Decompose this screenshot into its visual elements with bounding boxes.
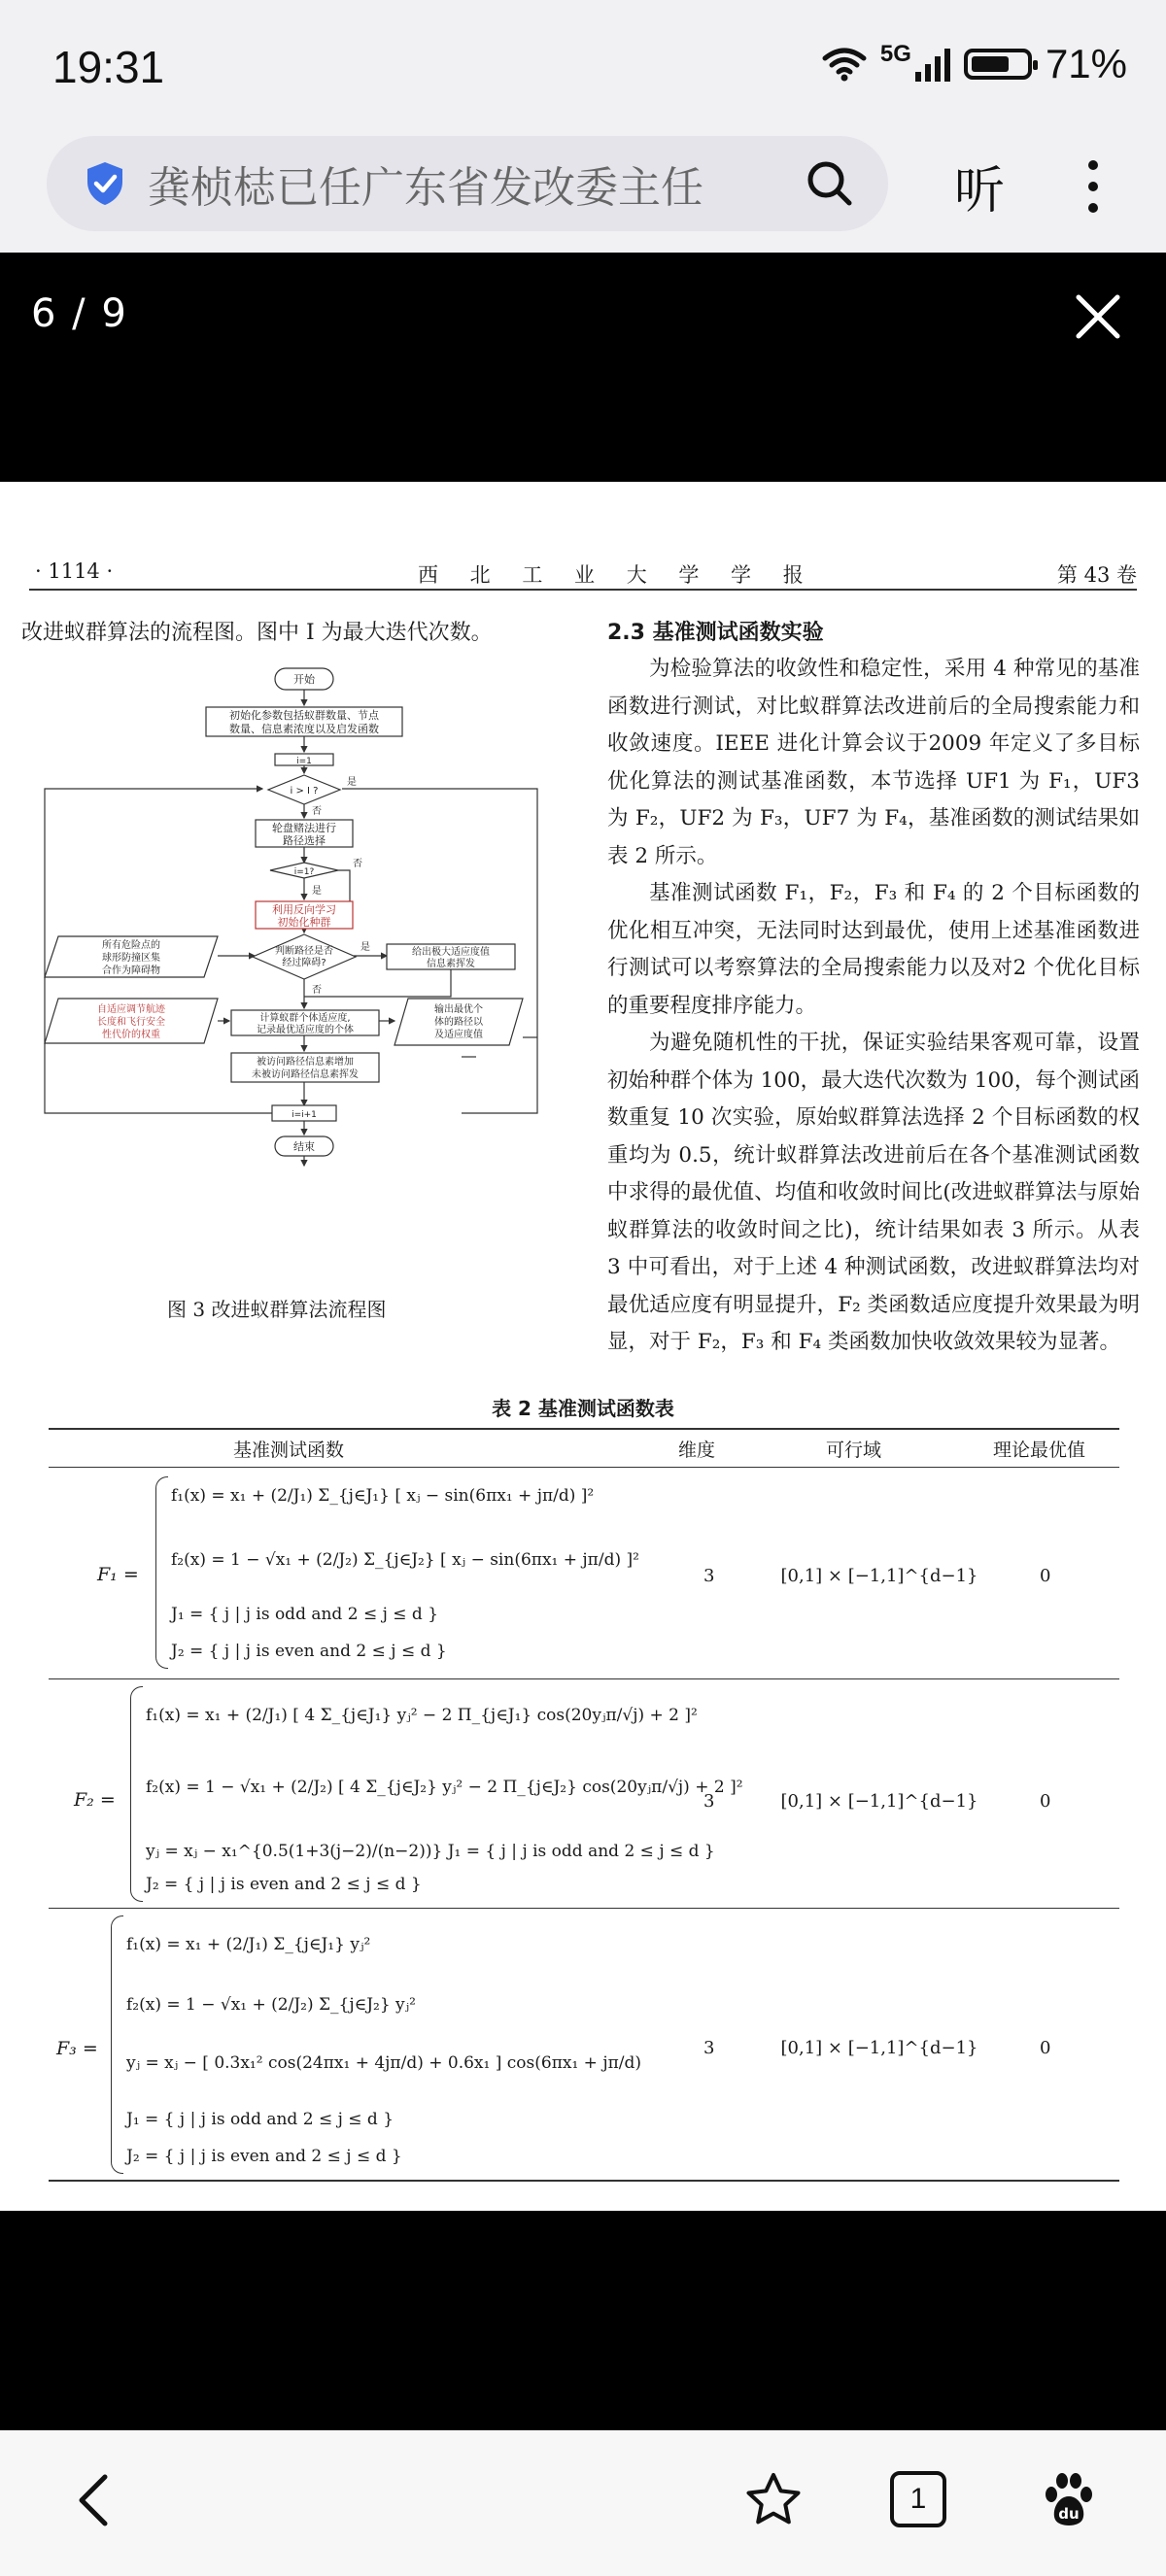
formula-line: f₁(x) = x₁ + (2/J₁) Σ_{j∈J₁} [ xⱼ − sin(6πx₁ + jπ/d) ]² xyxy=(171,1486,595,1506)
flowchart-compute-label: 计算蚁群个体适应度, xyxy=(259,1013,351,1024)
formula-line: yⱼ = xⱼ − [ 0.3x₁² cos(24πx₁ + 4jπ/d) + 0.6x₁ ] cos(6πx₁ + jπ/d) xyxy=(126,2053,642,2073)
cell-optimum: 0 xyxy=(1040,1791,1051,1812)
page-number: · 1114 · xyxy=(35,559,114,583)
row-brace xyxy=(111,1915,123,2174)
flowchart-no-label: 否 xyxy=(312,985,322,996)
paragraph: 为避免随机性的干扰，保证实验结果客观可靠，设置初始种群个体为 100，最大迭代次数为 100，每个测试函数重复 10 次实验，原始蚁群算法选择 2 个目标函数的权重均为 0.5，统计蚁群算法改进前后在各个基准测试函数中求得的最优值、均值和收敛时间比(改进蚁群算法与原始蚁群算法的收敛时间之比)，统计结果如表 3 所示。从表 3 中可看出，对于上述 4 种测试函数，改进蚁群算法均对最优适应度有明显提升，F₂ 类函数适应度提升效果最为明显，对于 F₂，F₃ 和 F₄ 类函数加快收敛效果较为显著。 xyxy=(607,1031,1140,1354)
formula-line: yⱼ = xⱼ − x₁^{0.5(1+3(j−2)/(n−2))} J₁ = { j | j is odd and 2 ≤ j ≤ d } xyxy=(146,1842,715,1861)
flowchart-cond-i-label: i=1? xyxy=(293,867,315,877)
table-caption: 表 2 基准测试函数表 xyxy=(492,1397,674,1420)
table-header-domain: 可行域 xyxy=(826,1440,882,1461)
flowchart-output-label: 体的路径以 xyxy=(434,1017,483,1028)
status-bar xyxy=(0,0,1166,136)
flowchart-start-label: 开始 xyxy=(293,673,315,686)
flowchart-high-fitness-label: 信息素挥发 xyxy=(427,959,475,969)
journal-name: 西 北 工 业 大 学 学 报 xyxy=(418,563,816,587)
flowchart-increment-label: i=i+1 xyxy=(292,1110,317,1120)
paw-app-icon[interactable] xyxy=(1038,2469,1100,2531)
table-header-rule xyxy=(49,1467,1119,1468)
status-time: 19:31 xyxy=(52,42,165,92)
formula-line: f₂(x) = 1 − √x₁ + (2/J₂) [ 4 Σ_{j∈J₂} yⱼ² − 2 Π_{j∈J₂} cos(20yⱼπ/√j) + 2 ]² xyxy=(146,1778,743,1797)
more-options-icon[interactable] xyxy=(1086,157,1100,216)
paragraph: 为检验算法的收敛性和稳定性，采用 4 种常见的基准函数进行测试，对比蚁群算法改进前后的全局搜索能力和收敛速度。IEEE 进化计算会议于2009 年定义了多目标优化算法的测试基准函数，本节选择 UF1 为 F₁，UF3 为 F₂，UF2 为 F₃，UF7 为 F₄，基准函数的测试结果如表 2 所示。 xyxy=(607,657,1140,868)
image-viewer-footer xyxy=(0,2211,1166,2430)
flowchart-no-label: 否 xyxy=(353,859,362,869)
close-icon[interactable] xyxy=(1073,291,1123,342)
image-viewer-header xyxy=(0,253,1166,482)
row-label-f3: F₃ = xyxy=(56,2038,98,2059)
header-rule xyxy=(29,589,1137,591)
formula-line: f₂(x) = 1 − √x₁ + (2/J₂) Σ_{j∈J₂} yⱼ² xyxy=(126,1995,416,2015)
cell-dimension: 3 xyxy=(703,1791,715,1812)
cell-optimum: 0 xyxy=(1040,2038,1051,2058)
row-label-f2: F₂ = xyxy=(74,1789,116,1811)
flowchart-roulette-label: 轮盘赌法进行 xyxy=(272,822,336,834)
formula-line: J₁ = { j | j is odd and 2 ≤ j ≤ d } xyxy=(126,2110,394,2129)
section-heading: 2.3 基准测试函数实验 xyxy=(607,621,824,645)
row-label-f1: F₁ = xyxy=(97,1564,139,1585)
table-top-rule xyxy=(49,1428,1119,1430)
table-header-function: 基准测试函数 xyxy=(233,1440,345,1461)
search-box[interactable] xyxy=(47,136,888,231)
formula-line: f₂(x) = 1 − √x₁ + (2/J₂) Σ_{j∈J₂} [ xⱼ − sin(6πx₁ + jπ/d) ]² xyxy=(171,1550,639,1570)
search-bar-row xyxy=(0,136,1166,253)
flowchart-output-label: 及适应度值 xyxy=(434,1030,483,1040)
flowchart-adaptive-label: 长度和飞行安全 xyxy=(97,1017,165,1028)
cell-optimum: 0 xyxy=(1040,1566,1051,1586)
flowchart-condition-obstacle xyxy=(253,934,356,979)
figure-caption: 图 3 改进蚁群算法流程图 xyxy=(167,1298,387,1321)
status-icons xyxy=(822,41,1127,87)
cell-domain: [0,1] × [−1,1]^{d−1} xyxy=(780,1791,978,1812)
flowchart-figure xyxy=(29,657,554,1259)
row-brace xyxy=(155,1476,168,1669)
cell-dimension: 3 xyxy=(703,2038,715,2058)
flowchart-output-label: 输出最优个 xyxy=(434,1004,483,1015)
row-rule xyxy=(49,1908,1119,1909)
flowchart-cond-max-label: i > I ? xyxy=(290,786,319,797)
table-header-optimum: 理论最优值 xyxy=(993,1440,1086,1461)
flowchart-compute-label: 记录最优适应度的个体 xyxy=(257,1025,354,1035)
body-text xyxy=(607,651,1140,1362)
svg-text:du: du xyxy=(1058,2505,1080,2523)
search-icon[interactable] xyxy=(805,158,855,209)
battery-icon xyxy=(964,49,1032,80)
bottom-navigation-bar xyxy=(0,2430,1166,2576)
flowchart-yes-label: 是 xyxy=(347,777,357,788)
row-brace xyxy=(130,1686,143,1902)
paragraph: 基准测试函数 F₁，F₂，F₃ 和 F₄ 的 2 个目标函数的优化相互冲突，无法同时达到最优，使用上述基准函数进行测试可以考察算法的全局搜索能力以及对2 个优化目标的重要程度排序能力。 xyxy=(607,881,1140,1018)
document-page-image[interactable] xyxy=(0,482,1166,2211)
flowchart-no-label: 否 xyxy=(312,806,322,817)
network-type: 5G xyxy=(879,41,911,67)
formula-line: J₂ = { j | j is even and 2 ≤ j ≤ d } xyxy=(126,2147,402,2166)
formula-line: f₁(x) = x₁ + (2/J₁) Σ_{j∈J₁} yⱼ² xyxy=(126,1935,371,1954)
formula-line: J₂ = { j | j is even and 2 ≤ j ≤ d } xyxy=(171,1642,447,1661)
formula-line: J₂ = { j | j is even and 2 ≤ j ≤ d } xyxy=(146,1875,422,1894)
signal-icon xyxy=(915,47,950,82)
flowchart-adaptive-label: 性代价的权重 xyxy=(102,1030,160,1040)
flowchart-pheromone-label: 未被访问路径信息素挥发 xyxy=(252,1069,359,1080)
image-page-indicator: 6 / 9 xyxy=(31,291,128,336)
flowchart-adaptive-label: 自适应调节航迹 xyxy=(97,1004,165,1015)
flowchart-obstacle-note-label: 球形防撞区集 xyxy=(102,953,160,964)
battery-percent: 71% xyxy=(1045,41,1127,86)
wifi-icon xyxy=(822,47,867,82)
flowchart-end-label: 结束 xyxy=(293,1140,315,1153)
formula-line: J₁ = { j | j is odd and 2 ≤ j ≤ d } xyxy=(171,1605,439,1624)
flowchart-obstacle-note-label: 合作为障碍物 xyxy=(102,966,160,976)
battery-fill xyxy=(972,56,1009,72)
flowchart-cond-obstacle-label: 判断路径是否 xyxy=(275,946,333,957)
flowchart-roulette-label: 路径选择 xyxy=(283,834,326,847)
listen-button[interactable]: 听 xyxy=(954,162,1006,220)
flowchart-reverse-label: 初始化种群 xyxy=(277,916,331,929)
shield-check-icon xyxy=(84,160,126,207)
left-column-intro: 改进蚁群算法的流程图。图中 I 为最大迭代次数。 xyxy=(21,621,493,645)
flowchart-init-label: 初始化参数包括蚁群数量、节点 xyxy=(229,709,379,722)
row-rule xyxy=(49,1678,1119,1679)
table-header-dimension: 维度 xyxy=(678,1440,716,1461)
volume-label: 第 43 卷 xyxy=(1056,563,1137,587)
flowchart-reverse-label: 利用反向学习 xyxy=(272,903,336,916)
flowchart-pheromone-label: 被访问路径信息素增加 xyxy=(257,1057,354,1068)
cell-dimension: 3 xyxy=(703,1566,715,1586)
flowchart-yes-label: 是 xyxy=(360,942,370,953)
tab-count-button[interactable] xyxy=(890,2471,946,2527)
cell-domain: [0,1] × [−1,1]^{d−1} xyxy=(780,1566,978,1586)
search-query[interactable]: 龚桢梽已任广东省发改委主任 xyxy=(148,163,703,213)
cell-domain: [0,1] × [−1,1]^{d−1} xyxy=(780,2038,978,2058)
flowchart-init-label: 数量、信息素浓度以及启发函数 xyxy=(229,723,379,735)
flowchart-yes-label: 是 xyxy=(312,886,322,897)
table-bottom-rule xyxy=(49,2180,1119,2182)
formula-line: f₁(x) = x₁ + (2/J₁) [ 4 Σ_{j∈J₁} yⱼ² − 2 Π_{j∈J₁} cos(20yⱼπ/√j) + 2 ]² xyxy=(146,1706,698,1725)
flowchart-cond-obstacle-label: 经过障碍? xyxy=(282,958,326,968)
tab-count: 1 xyxy=(909,2483,927,2515)
flowchart-obstacle-note-label: 所有危险点的 xyxy=(102,940,160,951)
bookmark-star-icon[interactable] xyxy=(742,2469,805,2531)
flowchart-high-fitness-label: 给出极大适应度值 xyxy=(412,947,490,958)
flowchart-i-set-label: i=1 xyxy=(296,757,312,766)
back-icon[interactable] xyxy=(64,2469,126,2531)
